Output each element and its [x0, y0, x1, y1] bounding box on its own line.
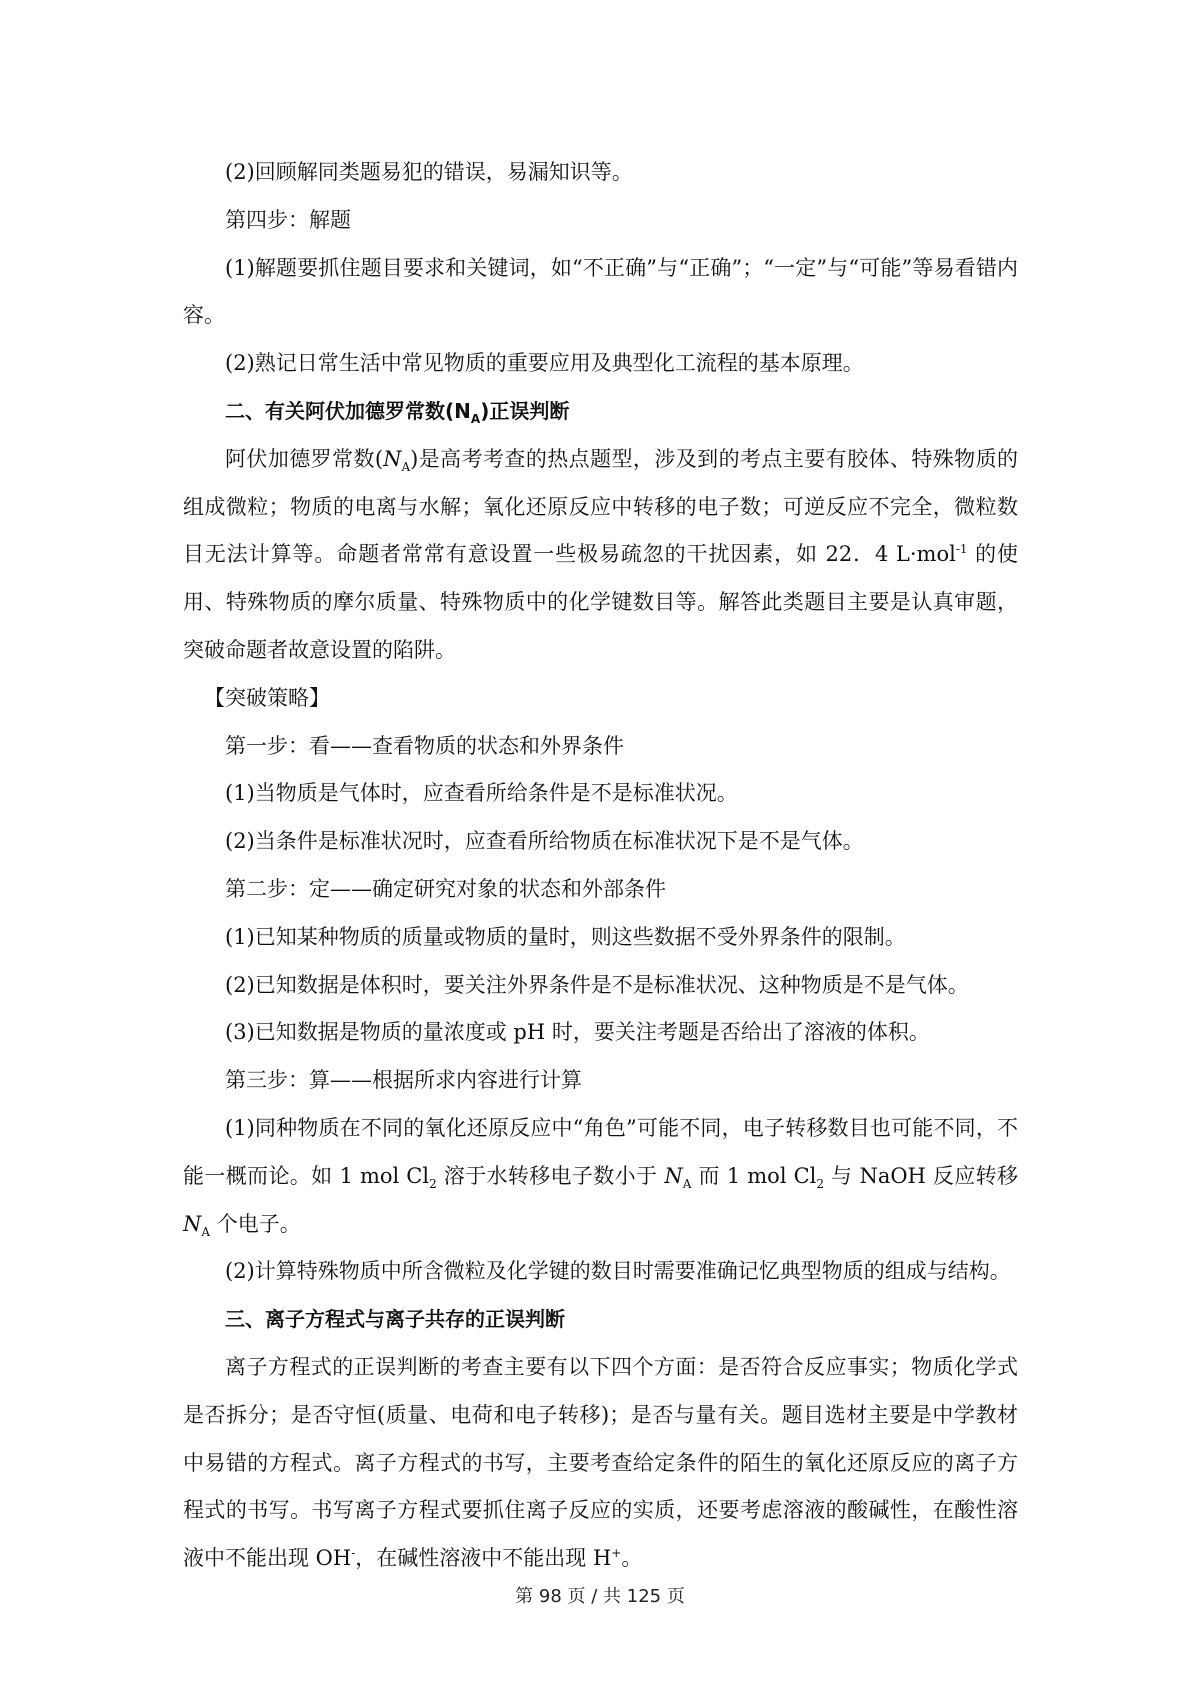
superscript: -: [351, 1546, 356, 1561]
paragraph: (2)熟记日常生活中常见物质的重要应用及典型化工流程的基本原理。: [225, 351, 864, 376]
text-run: 而 1 mol Cl: [691, 1163, 817, 1188]
superscript: -1: [955, 542, 968, 557]
text-run: 的使用、特殊物质的摩尔质量、特殊物质中的化学键数目等。解答此类题目主要是认真审题，突破命题者故意设置的陷阱。: [183, 542, 1018, 662]
text-run: (1)同种物质在不同的氧化还原反应中“角色”可能不同，电子转移数目也可能不同，不能一概而论。如 1 mol Cl: [183, 1115, 1018, 1188]
page-number: 第 98 页 / 共 125 页: [515, 1586, 685, 1607]
text-run: 个电子。: [210, 1211, 301, 1236]
subscript: A: [470, 411, 481, 426]
heading-text: )正误判断: [480, 398, 570, 423]
paragraph: (2)回顾解同类题易犯的错误，易漏知识等。: [225, 160, 633, 184]
paragraph: (1)已知某种物质的质量或物质的量时，则这些数据不受外界条件的限制。: [225, 924, 906, 949]
text-run: 阿伏加德罗常数(: [225, 446, 384, 471]
text-run: 与 NaOH 反应转移: [824, 1163, 1018, 1188]
text-run: 。: [621, 1546, 643, 1571]
text-run: 溶于水转移电子数小于: [436, 1163, 665, 1188]
step-heading: 第一步：看——查看物质的状态和外界条件: [225, 733, 624, 758]
paragraph: [183, 1105, 1018, 1248]
subscript: A: [401, 459, 411, 474]
paragraph: [183, 436, 1018, 675]
document-body: [183, 149, 1018, 1583]
italic-symbol: N: [383, 446, 402, 471]
paragraph: (2)计算特殊物质中所含微粒及化学键的数目时需要准确记忆典型物质的组成与结构。: [225, 1259, 1011, 1284]
paragraph: (3)已知数据是物质的量浓度或 pH 时，要关注考题是否给出了溶液的体积。: [225, 1020, 930, 1045]
subscript: A: [682, 1176, 692, 1191]
paragraph: (1)解题要抓住题目要求和关键词，如“不正确”与“正确”；“一定”与“可能”等易看错内容。: [183, 255, 1018, 328]
superscript: +: [611, 1546, 622, 1561]
text-run: ，在碱性溶液中不能出现 H: [355, 1546, 612, 1571]
paragraph: (2)当条件是标准状况时，应查看所给物质在标准状况下是不是气体。: [225, 829, 864, 854]
italic-symbol: N: [664, 1163, 683, 1188]
italic-symbol: N: [183, 1211, 202, 1236]
section-heading: [183, 388, 1018, 436]
strategy-label: 【突破策略】: [204, 685, 330, 710]
subscript: 2: [429, 1176, 437, 1191]
subscript: A: [201, 1224, 211, 1239]
step-heading: 第四步：解题: [225, 207, 351, 232]
paragraph: [183, 1344, 1018, 1583]
text-run: )是高考考查的热点题型，涉及到的考点主要有胶体、特殊物质的组成微粒；物质的电离与水解；氧化还原反应中转移的电子数；可逆反应不完全，微粒数目无法计算等。命题者常常有意设置一些极易疏忽的干扰因素，如 22．4 L·mol: [183, 446, 1018, 567]
paragraph: (1)当物质是气体时，应查看所给条件是不是标准状况。: [225, 781, 738, 806]
heading-text: 二、有关阿伏加德罗常数(N: [225, 398, 471, 423]
subscript: 2: [816, 1176, 825, 1191]
section-heading: 三、离子方程式与离子共存的正误判断: [225, 1307, 565, 1332]
text-run: 离子方程式的正误判断的考查主要有以下四个方面：是否符合反应事实；物质化学式是否拆分；是否守恒(质量、电荷和电子转移)；是否与量有关。题目选材主要是中学教材中易错的方程式。离子方程式的书写，主要考查给定条件的陌生的氧化还原反应的离子方程式的书写。书写离子方程式要抓住离子反应的实质，还要考虑溶液的酸碱性，在酸性溶液中不能出现 OH: [183, 1354, 1018, 1571]
paragraph: (2)已知数据是体积时，要关注外界条件是不是标准状况、这种物质是不是气体。: [225, 972, 969, 997]
step-heading: 第三步：算——根据所求内容进行计算: [225, 1068, 582, 1093]
step-heading: 第二步：定——确定研究对象的状态和外部条件: [225, 876, 666, 901]
